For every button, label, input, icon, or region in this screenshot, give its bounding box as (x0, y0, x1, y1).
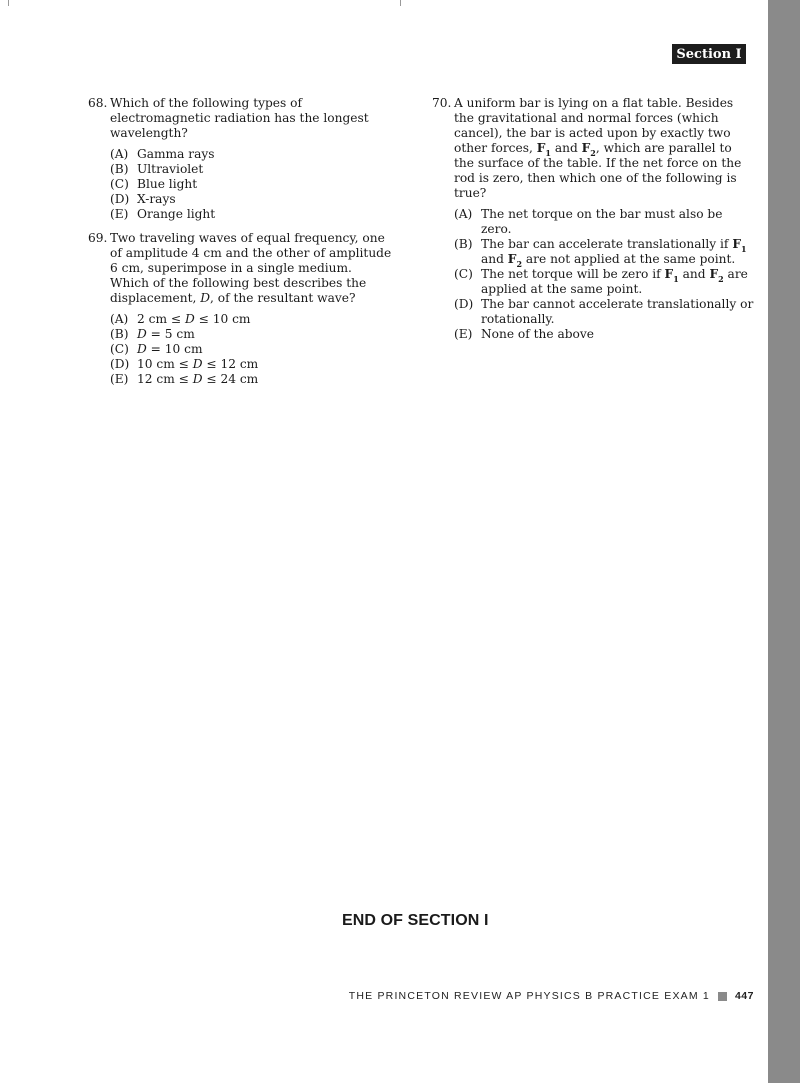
choice-letter: (D) (110, 192, 130, 206)
choice-letter: (D) (110, 357, 130, 371)
choice-text-post: ≤ 12 cm (202, 357, 259, 371)
page-footer (349, 990, 754, 1002)
answer-choice-e[interactable] (110, 372, 394, 387)
choice-letter: (B) (110, 162, 129, 176)
force-symbol: F (536, 141, 546, 155)
footer-title: THE PRINCETON REVIEW AP PHYSICS B PRACTICE EXAM 1 (348, 990, 710, 1002)
choice-text: The bar can accelerate translationally if (481, 237, 733, 251)
end-of-section-heading: END OF SECTION I (342, 912, 489, 929)
answer-choice-e[interactable] (110, 207, 388, 222)
question-text: Which of the following types of electromagnetic radiation has the longest wavelength? (110, 96, 369, 140)
force-subscript: 2 (590, 148, 596, 158)
choice-text: The net torque on the bar must also be zero. (481, 207, 723, 236)
answer-choice-a[interactable] (454, 207, 754, 237)
crop-mark-left (8, 0, 9, 6)
choice-text: None of the above (481, 327, 594, 341)
choice-text: Blue light (137, 177, 198, 191)
force-subscript: 1 (545, 148, 551, 158)
answer-choice-b[interactable] (110, 162, 388, 177)
choice-text-end: are not applied at the same point. (522, 252, 736, 266)
choice-text: The net torque will be zero if (481, 267, 665, 281)
choice-text: Gamma rays (137, 147, 215, 161)
answer-choice-d[interactable] (110, 192, 388, 207)
question-text: A uniform bar is lying on a flat table. Besides the gravitational and normal forces (which cancel), the bar is acted upon by exactly two other forces, (454, 96, 734, 155)
force-symbol: F (732, 237, 741, 251)
choice-letter: (D) (454, 297, 474, 311)
question-number: 68. (88, 96, 108, 110)
question-stem (88, 231, 394, 306)
choice-letter: (E) (454, 327, 473, 341)
question-number: 69. (88, 231, 108, 245)
choice-letter: (B) (110, 327, 129, 341)
choice-text-pre: 12 cm ≤ (137, 372, 193, 386)
answer-choice-a[interactable] (110, 312, 394, 327)
crop-mark-center (400, 0, 401, 6)
force-f2 (581, 141, 596, 158)
variable-d: D (192, 372, 203, 386)
choice-letter: (A) (454, 207, 473, 221)
conjunction: and (481, 252, 508, 266)
force-symbol: F (507, 252, 517, 266)
choice-text-post: = 10 cm (146, 342, 203, 356)
question-text: Two traveling waves of equal frequency, one of amplitude 4 cm and the other of amplitude 6 cm, superimpose in a single medium. Which of the following best describes the displacement, (110, 231, 392, 305)
choice-text-post: = 5 cm (146, 327, 195, 341)
answer-choice-c[interactable] (110, 342, 394, 357)
question-70 (432, 96, 754, 342)
question-stem (432, 96, 754, 201)
answer-choice-b[interactable] (110, 327, 394, 342)
answer-choices (454, 207, 754, 342)
force-subscript: 2 (718, 274, 724, 284)
conjunction: and (550, 141, 582, 155)
force-f1 (536, 141, 551, 158)
choice-text-pre: 2 cm ≤ (137, 312, 185, 326)
choice-letter: (A) (110, 312, 129, 326)
force-symbol: F (709, 267, 719, 281)
question-text-end: , of the resultant wave? (210, 291, 356, 305)
answer-choice-d[interactable] (454, 297, 754, 327)
answer-choice-c[interactable] (110, 177, 388, 192)
choice-text-post: ≤ 10 cm (194, 312, 251, 326)
choice-text: X-rays (137, 192, 176, 206)
question-69 (88, 231, 394, 387)
choice-text: Ultraviolet (137, 162, 204, 176)
footer-square-icon (718, 992, 727, 1001)
variable-d: D (137, 342, 147, 356)
choice-letter: (E) (110, 372, 129, 386)
choice-letter: (B) (454, 237, 473, 251)
choice-letter: (E) (110, 207, 129, 221)
force-subscript: 1 (673, 274, 679, 284)
variable-d: D (184, 312, 195, 326)
force-f1 (664, 267, 679, 284)
question-68 (88, 96, 388, 222)
force-symbol: F (664, 267, 674, 281)
choice-text-end: are applied at the same point. (481, 267, 748, 296)
answer-choice-c[interactable] (454, 267, 754, 297)
question-number: 70. (432, 96, 452, 110)
answer-choice-a[interactable] (110, 147, 388, 162)
conjunction: and (678, 267, 710, 281)
section-badge: Section I (672, 44, 746, 64)
variable-d: D (200, 291, 211, 305)
force-f2 (709, 267, 724, 284)
choice-text-post: ≤ 24 cm (202, 372, 259, 386)
choice-letter: (C) (110, 342, 129, 356)
force-subscript: 2 (516, 259, 523, 269)
choice-letter: (A) (110, 147, 129, 161)
answer-choice-b[interactable] (454, 237, 754, 267)
question-text-end: , which are parallel to the surface of the table. If the net force on the rod is zero, then which one of the following is true? (454, 141, 742, 200)
choice-letter: (C) (454, 267, 473, 281)
page-number: 447 (734, 990, 754, 1002)
force-f1 (732, 237, 747, 254)
force-f2 (507, 252, 523, 269)
force-subscript: 1 (740, 244, 747, 254)
variable-d: D (192, 357, 203, 371)
choice-text: Orange light (137, 207, 216, 221)
choice-text-pre: 10 cm ≤ (137, 357, 193, 371)
choice-letter: (C) (110, 177, 129, 191)
answer-choice-e[interactable] (454, 327, 754, 342)
section-side-tab (768, 0, 800, 1083)
variable-d: D (137, 327, 147, 341)
answer-choice-d[interactable] (110, 357, 394, 372)
answer-choices (110, 147, 388, 222)
answer-choices (110, 312, 394, 387)
force-symbol: F (581, 141, 591, 155)
question-stem (88, 96, 388, 141)
choice-text: The bar cannot accelerate translationally or rotationally. (481, 297, 754, 326)
